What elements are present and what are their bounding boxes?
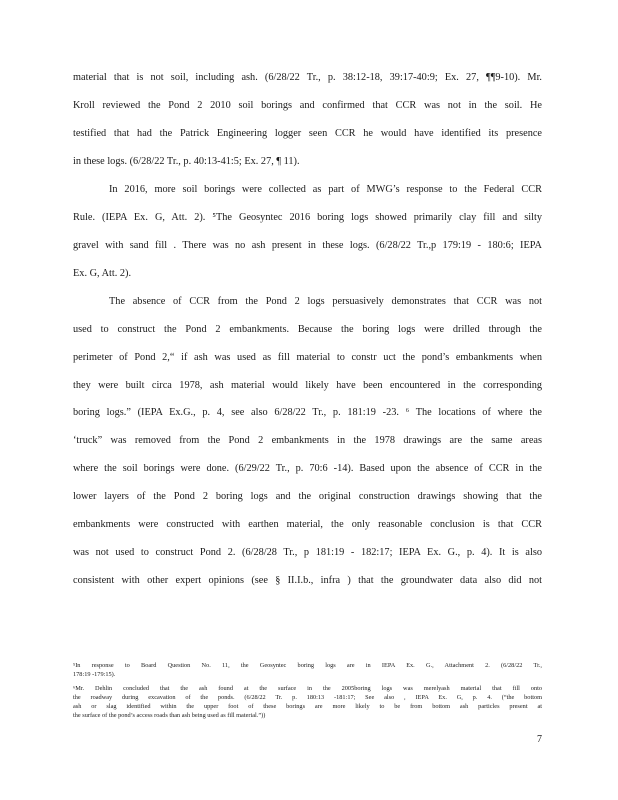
body-line: ‘truck” was removed from the Pond 2 embankments in the 1978 drawings are the same areas xyxy=(73,435,542,446)
body-line: Ex. G, Att. 2). xyxy=(73,268,132,279)
body-line: perimeter of Pond 2,“ if ash was used as fill material to constr uct the pond’s embankments when xyxy=(73,352,542,363)
body-line: lower layers of the Pond 2 boring logs and the original construction drawings showing that the xyxy=(73,491,542,502)
footnote-line: the surface of the pond’s access roads than ash being used as fill material.”)) xyxy=(73,712,266,719)
body-line: Rule. (IEPA Ex. G, Att. 2). ⁵The Geosyntec 2016 boring logs showed primarily clay fill and silty xyxy=(73,212,542,223)
body-line: Kroll reviewed the Pond 2 2010 soil borings and confirmed that CCR was not in the soil. He xyxy=(73,100,542,111)
body-line: where the soil borings were done. (6/29/22 Tr., p. 70:6 -14). Based upon the absence of CCR in the xyxy=(73,463,542,474)
page-number: 7 xyxy=(537,734,542,745)
body-line: in these logs. (6/28/22 Tr., p. 40:13-41:5; Ex. 27, ¶ 11). xyxy=(73,156,300,167)
body-line: gravel with sand fill . There was no ash present in these logs. (6/28/22 Tr.,p 179:19 - 180:6; IEPA xyxy=(73,240,542,251)
footnote-line: ash or slag identified within the upper foot of these borings are more likely to be from bottom ash particles present at xyxy=(73,703,542,710)
body-line: was not used to construct Pond 2. (6/28/28 Tr., p 181:19 - 182:17; IEPA Ex. G., p. 4). It is also xyxy=(73,547,542,558)
footnote-line: the roadway during excavation of the ponds. (6/28/22 Tr. p. 180:13 -181:17; See also , IEPA Ex. G, p. 4. (“the bottom xyxy=(73,694,542,701)
body-line: embankments were constructed with earthen material, the only reasonable conclusion is that CCR xyxy=(73,519,542,530)
body-line: material that is not soil, including ash. (6/28/22 Tr., p. 38:12-18, 39:17-40:9; Ex. 27, ¶¶9-10). Mr. xyxy=(73,72,542,83)
footnote-line: ⁶Mr. Dehlin concluded that the ash found at the surface in the 2005boring logs was merelyash material that fill onto xyxy=(73,685,542,692)
body-line: In 2016, more soil borings were collected as part of MWG’s response to the Federal CCR xyxy=(109,184,542,195)
body-line: testified that had the Patrick Engineering logger seen CCR he would have identified its presence xyxy=(73,128,542,139)
footnote-line: 178:19 -179:15). xyxy=(73,671,116,678)
body-line: The absence of CCR from the Pond 2 logs persuasively demonstrates that CCR was not xyxy=(109,296,542,307)
body-line: used to construct the Pond 2 embankments. Because the boring logs were drilled through the xyxy=(73,324,542,335)
body-line: boring logs.” (IEPA Ex.G., p. 4, see also 6/28/22 Tr., p. 181:19 -23. ⁶ The locations of where the xyxy=(73,407,542,418)
body-line: they were built circa 1978, ash material would likely have been encountered in the corresponding xyxy=(73,380,542,391)
body-line: consistent with other expert opinions (see § II.I.b., infra ) that the groundwater data also did not xyxy=(73,575,542,586)
footnote-line: ⁵In response to Board Question No. 11, the Geosyntec boring logs are in IEPA Ex. G., Attachment 2. (6/28/22 Tr., xyxy=(73,662,542,669)
